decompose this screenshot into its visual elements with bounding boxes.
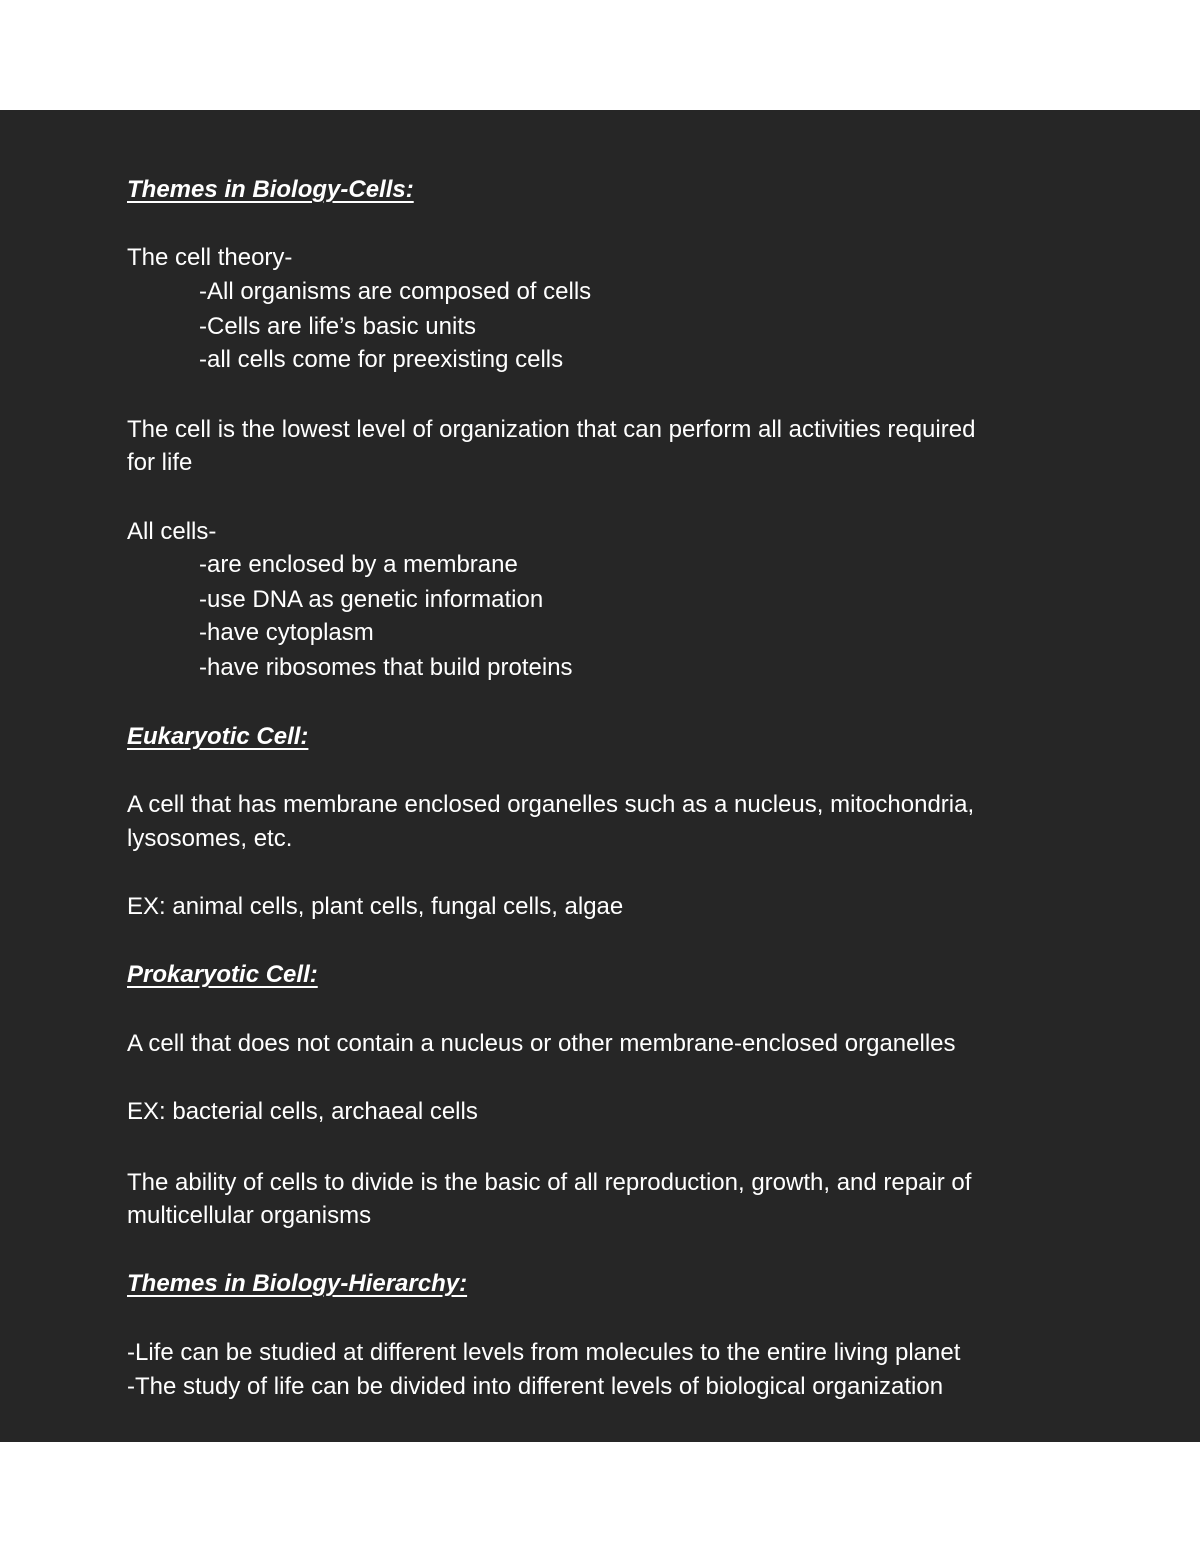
all-cells-point: -use DNA as genetic information	[199, 586, 544, 613]
cell-theory-point: -Cells are life’s basic units	[199, 313, 476, 340]
cell-division-line: multicellular organisms	[127, 1202, 372, 1229]
heading-themes-hierarchy: Themes in Biology-Hierarchy:	[127, 1270, 468, 1297]
lowest-level-line: for life	[127, 449, 193, 476]
prokaryotic-examples: EX: bacterial cells, archaeal cells	[127, 1098, 478, 1125]
cell-division-line: The ability of cells to divide is the basic of all reproduction, growth, and repair of	[127, 1169, 972, 1196]
heading-prokaryotic: Prokaryotic Cell:	[127, 961, 318, 988]
eukaryotic-definition-line: lysosomes, etc.	[127, 825, 293, 852]
heading-eukaryotic: Eukaryotic Cell:	[127, 723, 309, 750]
all-cells-point: -have cytoplasm	[199, 619, 374, 646]
cell-theory-intro: The cell theory-	[127, 244, 293, 271]
document-page	[0, 110, 1200, 1442]
eukaryotic-examples: EX: animal cells, plant cells, fungal cells, algae	[127, 893, 624, 920]
heading-themes-cells: Themes in Biology-Cells:	[127, 176, 414, 203]
all-cells-point: -are enclosed by a membrane	[199, 551, 518, 578]
lowest-level-line: The cell is the lowest level of organization that can perform all activities required	[127, 416, 976, 443]
all-cells-point: -have ribosomes that build proteins	[199, 654, 573, 681]
cell-theory-point: -All organisms are composed of cells	[199, 278, 592, 305]
hierarchy-point: -The study of life can be divided into different levels of biological organization	[127, 1373, 944, 1400]
all-cells-intro: All cells-	[127, 518, 217, 545]
eukaryotic-definition-line: A cell that has membrane enclosed organelles such as a nucleus, mitochondria,	[127, 791, 975, 818]
hierarchy-point: -Life can be studied at different levels from molecules to the entire living planet	[127, 1339, 961, 1366]
prokaryotic-definition: A cell that does not contain a nucleus or other membrane-enclosed organelles	[127, 1030, 956, 1057]
cell-theory-point: -all cells come for preexisting cells	[199, 346, 564, 373]
